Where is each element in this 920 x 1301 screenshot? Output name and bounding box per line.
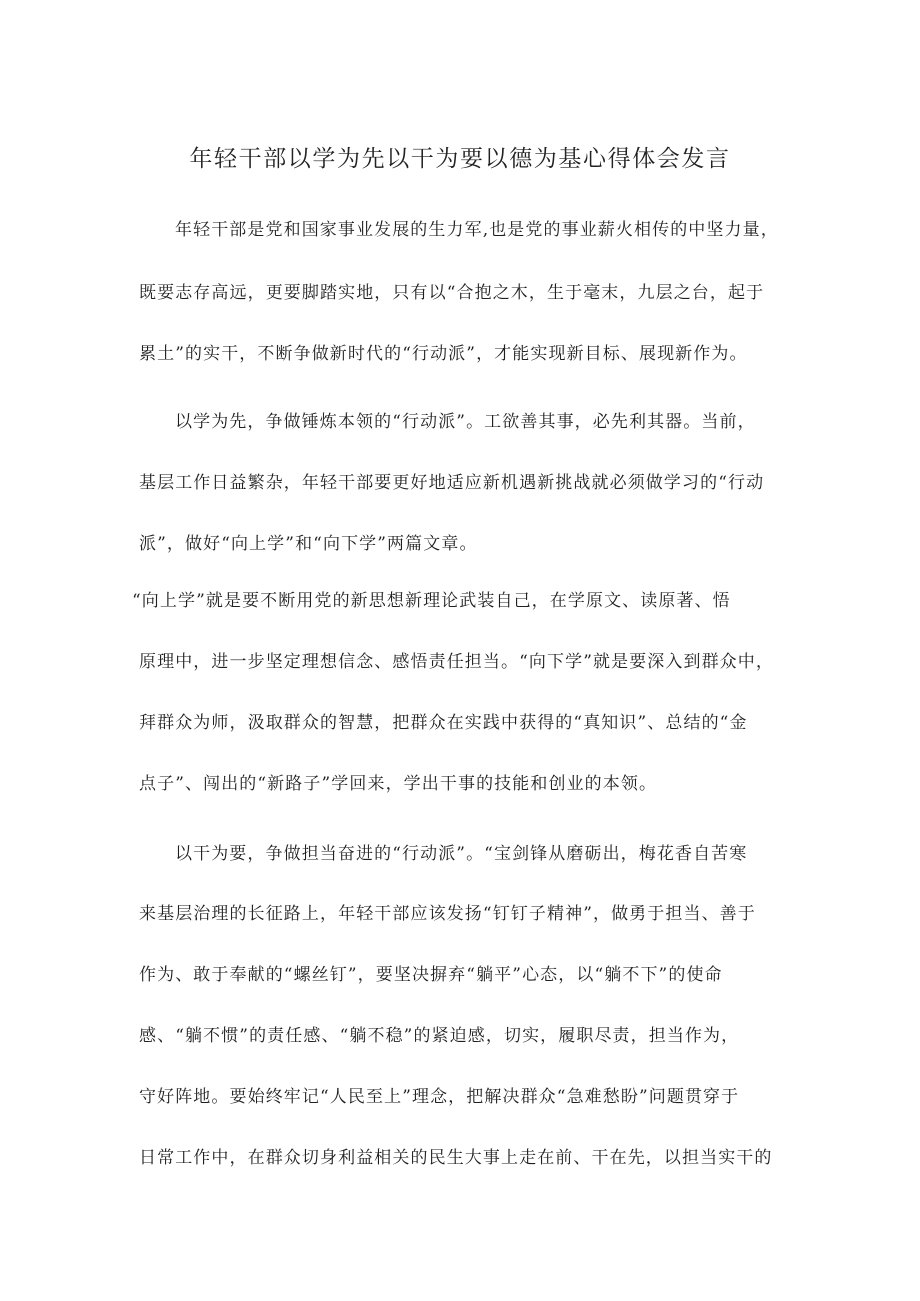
paragraph-1-line-2: 既要志存高远，更要脚踏实地，只有以“合抱之木，生于毫末，九层之台，起于 <box>139 283 765 303</box>
paragraph-2-line-1: 以学为先，争做锤炼本领的“行动派”。工欲善其事，必先利其器。当前， <box>175 412 756 432</box>
paragraph-2-line-2: 基层工作日益繁杂，年轻干部要更好地适应新机遇新挑战就必须做学习的“行动 <box>139 473 765 493</box>
paragraph-4-line-1: 以干为要，争做担当奋进的“行动派”。“宝剑锋从磨砺出，梅花香自苦寒 <box>175 844 748 864</box>
paragraph-3-line-4: 点子”、闯出的“新路子”学回来，学出干事的技能和创业的本领。 <box>139 774 658 794</box>
paragraph-2-line-3: 派”，做好“向上学”和“向下学”两篇文章。 <box>139 534 478 554</box>
paragraph-4-line-3: 作为、敢于奉献的“螺丝钉”，要坚决摒弃“躺平”心态，以“躺不下”的使命 <box>139 965 723 985</box>
paragraph-3-line-3: 拜群众为师，汲取群众的智慧，把群众在实践中获得的“真知识”、总结的“金 <box>139 713 748 733</box>
paragraph-4-line-2: 来基层治理的长征路上，年轻干部应该发扬“钉钉子精神”，做勇于担当、善于 <box>139 904 756 924</box>
paragraph-4-line-5: 守好阵地。要始终牢记“人民至上”理念，把解决群众“急难愁盼”问题贯穿于 <box>139 1087 740 1107</box>
paragraph-4-line-4: 感、“躺不惯”的责任感、“躺不稳”的紧迫感，切实，履职尽责，担当作为， <box>139 1026 740 1046</box>
paragraph-1-line-1: 年轻干部是党和国家事业发展的生力军,也是党的事业薪火相传的中坚力量， <box>175 220 779 240</box>
paragraph-1-line-3: 累土”的实干，不断争做新时代的“行动派”，才能实现新目标、展现新作为。 <box>139 344 748 364</box>
paragraph-3-line-1: “向上学”就是要不断用党的新思想新理论武装自己，在学原文、读原著、悟 <box>132 591 731 611</box>
paragraph-3-line-2: 原理中，进一步坚定理想信念、感悟责任担当。“向下学”就是要深入到群众中， <box>139 652 774 672</box>
document-title: 年轻干部以学为先以干为要以德为基心得体会发言 <box>189 146 731 172</box>
paragraph-4-line-6: 日常工作中，在群众切身利益相关的民生大事上走在前、干在先，以担当实干的 <box>139 1148 773 1168</box>
